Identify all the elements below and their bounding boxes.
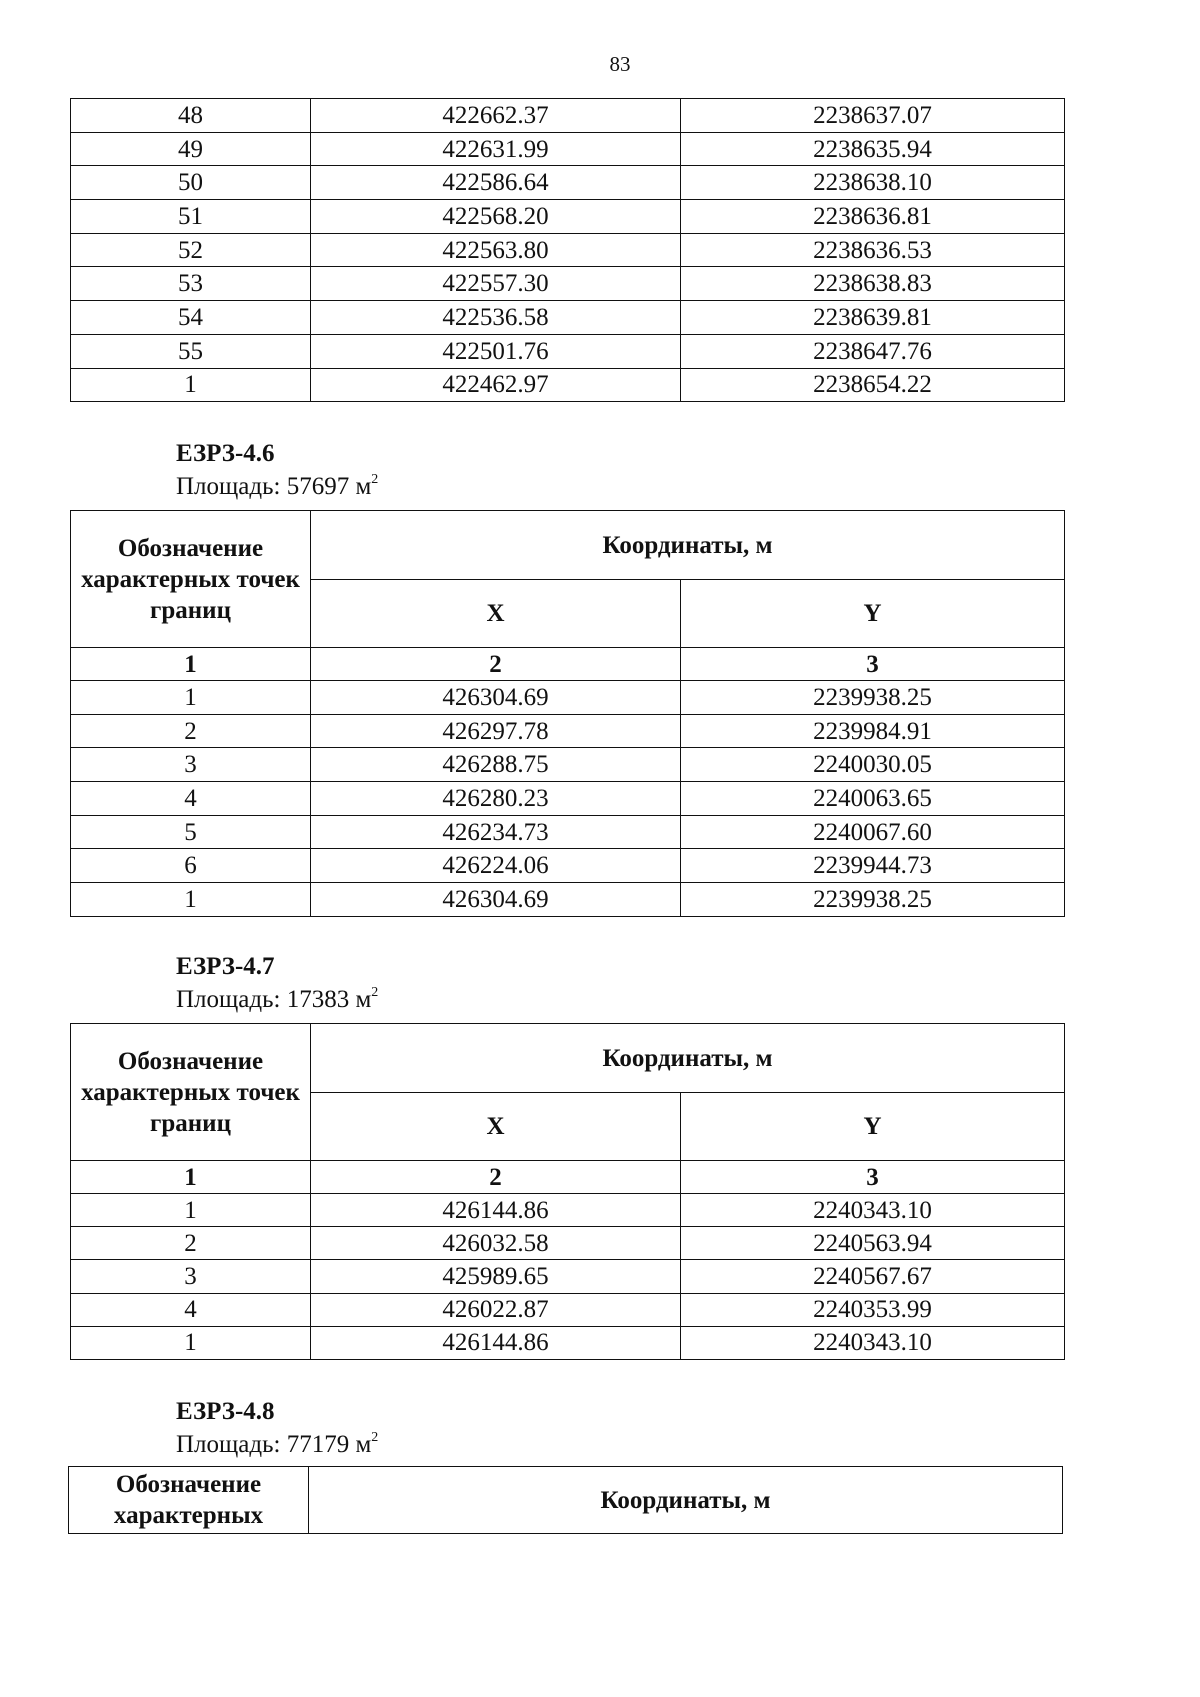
table-row [71,1293,1065,1326]
point-number: 5 [71,815,311,849]
point-number: 3 [71,748,311,782]
table-row [71,748,1065,782]
y-header: Y [681,1093,1065,1161]
table-row [71,1326,1065,1359]
x-coordinate: 426304.69 [311,681,681,715]
x-coordinate: 426144.86 [311,1194,681,1227]
area-superscript: 2 [371,1430,379,1445]
coordinates-table-46 [70,510,1065,917]
y-header: Y [681,580,1065,648]
x-coordinate: 422563.80 [311,233,681,267]
y-coordinate: 2240563.94 [681,1227,1065,1260]
section-area [176,473,378,501]
y-coordinate: 2240067.60 [681,815,1065,849]
coordinates-table-48 [68,1466,1063,1534]
section-title: ЕЗРЗ-4.7 [176,953,275,980]
y-coordinate: 2238636.53 [681,233,1065,267]
page-number: 83 [609,52,631,76]
point-number: 2 [71,1227,311,1260]
designation-header: Обозначение характерных точек границ [71,511,311,648]
y-coordinate: 2238638.10 [681,166,1065,200]
section-area [176,1431,378,1459]
column-number: 2 [311,1161,681,1194]
point-number: 48 [71,99,311,133]
x-header: X [311,1093,681,1161]
x-coordinate: 422536.58 [311,301,681,335]
table-row [71,334,1065,368]
point-number: 4 [71,782,311,816]
designation-header: Обозначение характерных точек границ [71,1024,311,1161]
table-row [71,1260,1065,1293]
section-title: ЕЗРЗ-4.6 [176,440,275,467]
table-row [71,815,1065,849]
area-text: Площадь: 57697 м [176,473,372,500]
point-number: 1 [71,1326,311,1359]
designation-header: Обозначение характерных [69,1467,309,1534]
coordinates-table-continued [70,98,1065,402]
table-row [71,883,1065,917]
point-number: 1 [71,681,311,715]
y-coordinate: 2239984.91 [681,714,1065,748]
x-coordinate: 426304.69 [311,883,681,917]
y-coordinate: 2238639.81 [681,301,1065,335]
x-coordinate: 426022.87 [311,1293,681,1326]
point-number: 2 [71,714,311,748]
y-coordinate: 2240343.10 [681,1326,1065,1359]
table-row [71,782,1065,816]
x-coordinate: 426032.58 [311,1227,681,1260]
point-number: 51 [71,200,311,234]
coordinates-header: Координаты, м [311,511,1065,580]
y-coordinate: 2238636.81 [681,200,1065,234]
x-coordinate: 422462.97 [311,368,681,402]
y-coordinate: 2238654.22 [681,368,1065,402]
table-row [71,132,1065,166]
point-number: 52 [71,233,311,267]
point-number: 49 [71,132,311,166]
section-area [176,986,378,1014]
x-coordinate: 422568.20 [311,200,681,234]
table-row [71,1227,1065,1260]
x-coordinate: 422501.76 [311,334,681,368]
table-row [71,233,1065,267]
table-row [71,99,1065,133]
table-row [71,849,1065,883]
x-coordinate: 426234.73 [311,815,681,849]
x-coordinate: 422557.30 [311,267,681,301]
table-row [71,1194,1065,1227]
y-coordinate: 2239944.73 [681,849,1065,883]
point-number: 55 [71,334,311,368]
point-number: 1 [71,368,311,402]
y-coordinate: 2238635.94 [681,132,1065,166]
column-number: 1 [71,1161,311,1194]
area-text: Площадь: 17383 м [176,986,372,1013]
table-row [71,267,1065,301]
column-number: 3 [681,1161,1065,1194]
table-row [71,714,1065,748]
point-number: 1 [71,1194,311,1227]
y-coordinate: 2238638.83 [681,267,1065,301]
coordinates-header: Координаты, м [311,1024,1065,1093]
y-coordinate: 2240343.10 [681,1194,1065,1227]
point-number: 4 [71,1293,311,1326]
table-row [71,368,1065,402]
x-coordinate: 426297.78 [311,714,681,748]
area-superscript: 2 [371,985,379,1000]
y-coordinate: 2240063.65 [681,782,1065,816]
column-number: 1 [71,648,311,681]
point-number: 50 [71,166,311,200]
coordinates-table-47 [70,1023,1065,1360]
column-number: 2 [311,648,681,681]
table-row [71,301,1065,335]
x-coordinate: 426144.86 [311,1326,681,1359]
y-coordinate: 2240030.05 [681,748,1065,782]
table-row [71,681,1065,715]
y-coordinate: 2238637.07 [681,99,1065,133]
table-row [71,166,1065,200]
x-coordinate: 422662.37 [311,99,681,133]
x-coordinate: 422631.99 [311,132,681,166]
table-row [71,200,1065,234]
y-coordinate: 2238647.76 [681,334,1065,368]
y-coordinate: 2239938.25 [681,883,1065,917]
x-coordinate: 422586.64 [311,166,681,200]
coordinates-header: Координаты, м [309,1467,1063,1534]
point-number: 53 [71,267,311,301]
y-coordinate: 2239938.25 [681,681,1065,715]
x-coordinate: 426224.06 [311,849,681,883]
x-coordinate: 426280.23 [311,782,681,816]
column-number: 3 [681,648,1065,681]
point-number: 1 [71,883,311,917]
area-superscript: 2 [371,472,379,487]
x-coordinate: 425989.65 [311,1260,681,1293]
section-title: ЕЗРЗ-4.8 [176,1398,275,1425]
x-coordinate: 426288.75 [311,748,681,782]
area-text: Площадь: 77179 м [176,1431,372,1458]
point-number: 6 [71,849,311,883]
x-header: X [311,580,681,648]
point-number: 3 [71,1260,311,1293]
point-number: 54 [71,301,311,335]
y-coordinate: 2240567.67 [681,1260,1065,1293]
y-coordinate: 2240353.99 [681,1293,1065,1326]
